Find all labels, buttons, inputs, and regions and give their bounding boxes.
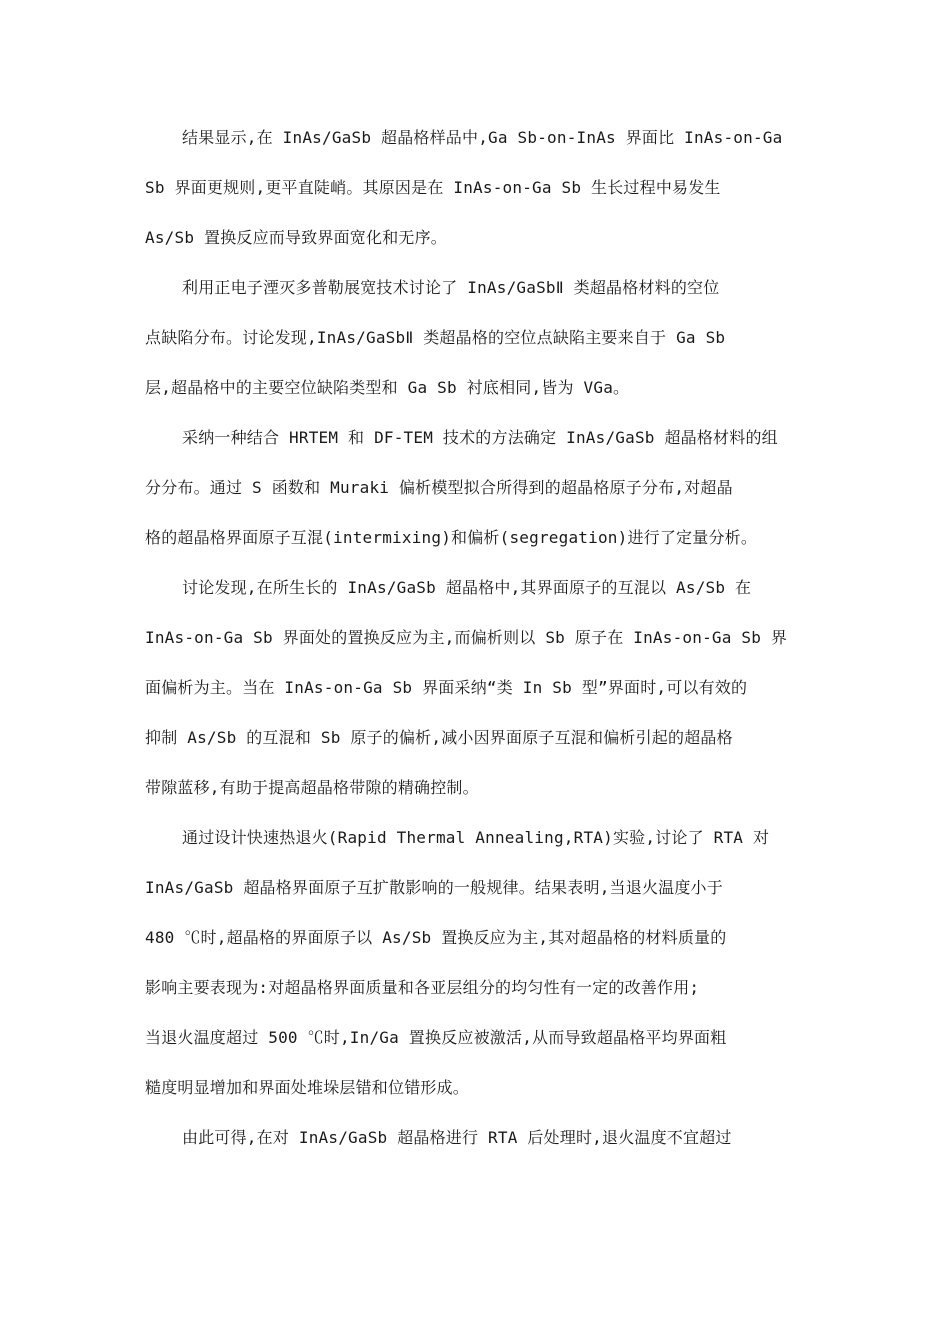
text-line: InAs/GaSb 超晶格界面原子互扩散影响的一般规律。结果表明,当退火温度小于 <box>145 878 723 897</box>
text-line: 抑制 As/Sb 的互混和 Sb 原子的偏析,减小因界面原子互混和偏析引起的超晶格 <box>145 728 733 747</box>
paragraph-6 <box>145 1118 810 1168</box>
text-line: 480 ℃时,超晶格的界面原子以 As/Sb 置换反应为主,其对超晶格的材料质量的 <box>145 928 727 947</box>
text-line: 通过设计快速热退火(Rapid Thermal Annealing,RTA)实验,讨论了 RTA 对 <box>182 828 770 847</box>
text-line: InAs-on-Ga Sb 界面处的置换反应为主,而偏析则以 Sb 原子在 InAs-on-Ga Sb 界 <box>145 628 788 647</box>
text-line: As/Sb 置换反应而导致界面宽化和无序。 <box>145 228 447 247</box>
text-line: 层,超晶格中的主要空位缺陷类型和 Ga Sb 衬底相同,皆为 VGa。 <box>145 378 630 397</box>
paragraph-5 <box>145 818 810 1118</box>
text-line: 面偏析为主。当在 InAs-on-Ga Sb 界面采纳“类 In Sb 型”界面时,可以有效的 <box>145 678 748 697</box>
text-line: 糙度明显增加和界面处堆垛层错和位错形成。 <box>145 1078 470 1097</box>
document-body <box>145 118 810 1168</box>
paragraph-4 <box>145 568 810 818</box>
text-line: 影响主要表现为:对超晶格界面质量和各亚层组分的均匀性有一定的改善作用; <box>145 978 700 997</box>
text-line: 讨论发现,在所生长的 InAs/GaSb 超晶格中,其界面原子的互混以 As/Sb 在 <box>182 578 752 597</box>
paragraph-2 <box>145 268 810 418</box>
paragraph-3 <box>145 418 810 568</box>
text-line: Sb 界面更规则,更平直陡峭。其原因是在 InAs-on-Ga Sb 生长过程中易发生 <box>145 178 721 197</box>
text-line: 分分布。通过 S 函数和 Muraki 偏析模型拟合所得到的超晶格原子分布,对超晶 <box>145 478 733 497</box>
paragraph-1 <box>145 118 810 268</box>
text-line: 点缺陷分布。讨论发现,InAs/GaSbⅡ 类超晶格的空位点缺陷主要来自于 Ga Sb <box>145 328 726 347</box>
text-line: 由此可得,在对 InAs/GaSb 超晶格进行 RTA 后处理时,退火温度不宜超过 <box>182 1128 732 1147</box>
text-line: 采纳一种结合 HRTEM 和 DF-TEM 技术的方法确定 InAs/GaSb 超晶格材料的组 <box>182 428 778 447</box>
text-line: 利用正电子湮灭多普勒展宽技术讨论了 InAs/GaSbⅡ 类超晶格材料的空位 <box>182 278 720 297</box>
text-line: 当退火温度超过 500 ℃时,In/Ga 置换反应被激活,从而导致超晶格平均界面粗 <box>145 1028 727 1047</box>
text-line: 结果显示,在 InAs/GaSb 超晶格样品中,Ga Sb-on-InAs 界面比 InAs-on-Ga <box>182 128 783 147</box>
text-line: 格的超晶格界面原子互混(intermixing)和偏析(segregation)进行了定量分析。 <box>145 528 758 547</box>
text-line: 带隙蓝移,有助于提高超晶格带隙的精确控制。 <box>145 778 479 797</box>
